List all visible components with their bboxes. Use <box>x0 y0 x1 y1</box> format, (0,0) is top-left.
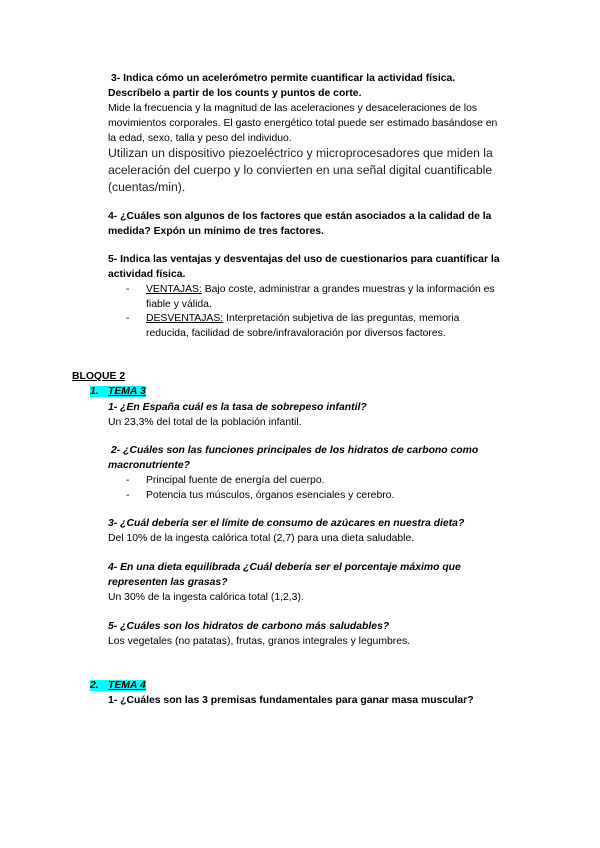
t3-q2-bullet-2 <box>126 488 546 504</box>
tema4-number: 2. <box>90 680 99 691</box>
q4-title-line2: medida? Expón un mínimo de tres factores. <box>108 226 324 237</box>
q3-answer2-line3: (cuentas/min). <box>108 180 186 194</box>
desventajas-text-line1: Interpretación subjetiva de las preguntas, memoria <box>223 313 460 324</box>
t3-q2-bullet-1 <box>126 473 546 489</box>
t3-q5-title: 5- ¿Cuáles son los hidratos de carbono más saludables? <box>108 621 390 632</box>
t3-q4-answer: Un 30% de la ingesta calórica total (1,2,3). <box>108 592 304 603</box>
bullet-dash: - <box>126 313 130 324</box>
t3-q2-title-line1: 2- ¿Cuáles son las funciones principales de los hidratos de carbono como <box>111 445 479 456</box>
t3-q5-answer: Los vegetales (no patatas), frutas, granos integrales y legumbres. <box>108 636 411 647</box>
q3-answer2-line2: aceleración del cuerpo y lo convierten en una señal digital cuantificable <box>108 163 493 177</box>
q3-answer2-line1: Utilizan un dispositivo piezoeléctrico y microprocesadores que miden la <box>108 146 493 160</box>
q5-title-line1: 5- Indica las ventajas y desventajas del uso de cuestionarios para cuantificar la <box>108 254 500 265</box>
q3-answer-line3: la edad, sexo, talla y peso del individuo. <box>108 133 292 144</box>
bullet-dash: - <box>126 284 130 295</box>
tema4-label: TEMA 4 <box>108 680 146 691</box>
t3-q2-title-line2: macronutriente? <box>108 460 190 471</box>
tema3-heading <box>90 384 146 399</box>
q5-title-line2: actividad física. <box>108 269 186 280</box>
t3-q1-title: 1- ¿En España cuál es la tasa de sobrepeso infantil? <box>108 402 367 413</box>
q5-bullet-ventajas <box>126 282 546 314</box>
ventajas-text-line1: Bajo coste, administrar a grandes muestras y la información es <box>201 284 495 295</box>
t4-q1-title: 1- ¿Cuáles son las 3 premisas fundamentales para ganar masa muscular? <box>108 695 474 706</box>
tema4-heading <box>90 678 146 693</box>
q3-title-line2: Descríbelo a partir de los counts y puntos de corte. <box>108 88 362 99</box>
q3-title-line1: 3- Indica cómo un acelerómetro permite cuantificar la actividad física. <box>111 73 456 84</box>
t3-q3-title: 3- ¿Cuál debería ser el límite de consumo de azúcares en nuestra dieta? <box>108 518 465 529</box>
desventajas-label: DESVENTAJAS: <box>146 313 224 324</box>
t3-q2-bullet-1-text: Principal fuente de energía del cuerpo. <box>146 475 325 486</box>
desventajas-text-line2: reducida, facilidad de sobre/infravaloración por diversos factores. <box>146 328 446 339</box>
t3-q2-bullet-2-text: Potencia tus músculos, órganos esenciales y cerebro. <box>146 490 395 501</box>
ventajas-label: VENTAJAS: <box>146 284 202 295</box>
q3-answer-line1: Mide la frecuencia y la magnitud de las aceleraciones y desaceleraciones de los <box>108 103 478 114</box>
t3-q4-title-line1: 4- En una dieta equilibrada ¿Cuál debería ser el porcentaje máximo que <box>108 562 461 573</box>
t3-q3-answer: Del 10% de la ingesta calórica total (2,7) para una dieta saludable. <box>108 533 415 544</box>
bullet-dash: - <box>126 475 130 486</box>
ventajas-text-line2: fiable y válida. <box>146 299 212 310</box>
bullet-dash: - <box>126 490 130 501</box>
tema3-label: TEMA 3 <box>108 386 146 397</box>
t3-q4-title-line2: representen las grasas? <box>108 577 228 588</box>
t3-q1-answer: Un 23,3% del total de la población infantil. <box>108 417 302 428</box>
q4-title-line1: 4- ¿Cuáles son algunos de los factores que están asociados a la calidad de la <box>108 211 492 222</box>
tema3-number: 1. <box>90 386 99 397</box>
bloque2-heading: BLOQUE 2 <box>72 371 126 382</box>
q5-bullet-desventajas <box>126 311 546 343</box>
q3-answer-line2: movimientos corporales. El gasto energético total puede ser estimado basándose en <box>108 118 498 129</box>
